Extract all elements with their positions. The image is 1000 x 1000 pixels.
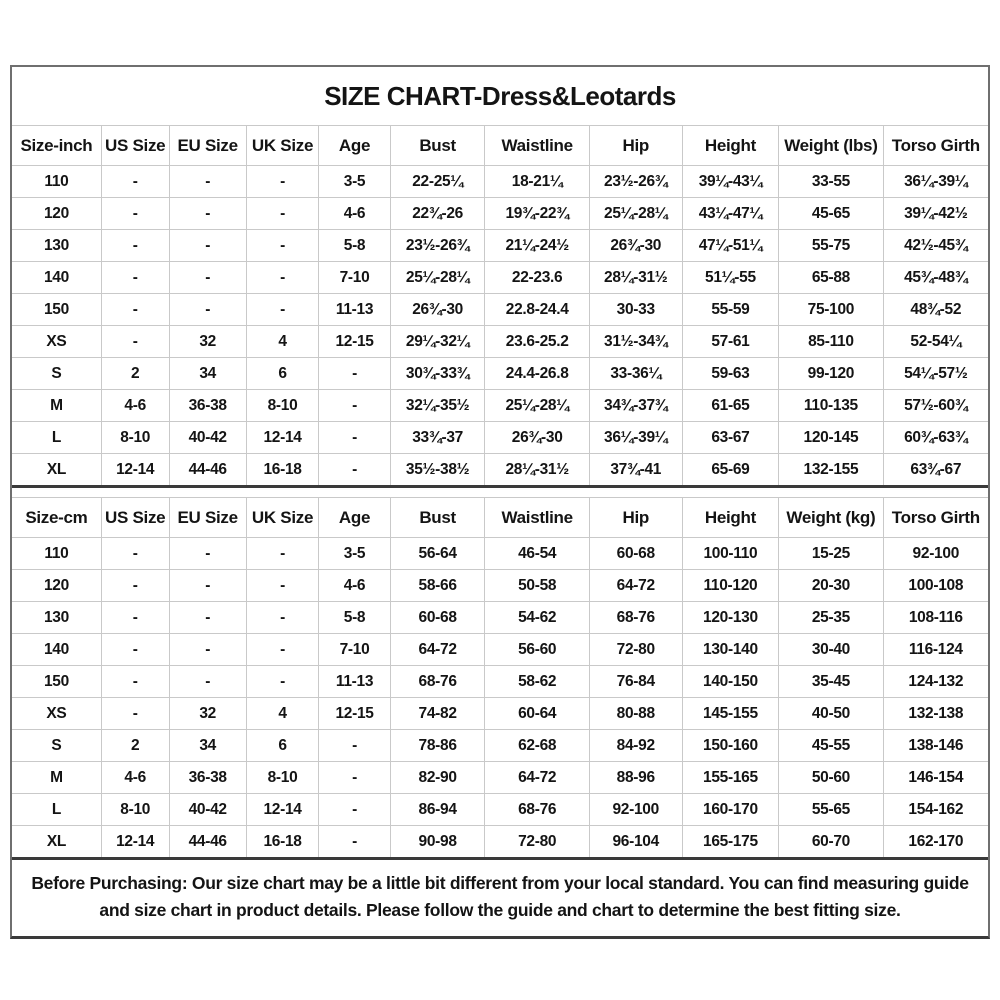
table-cell: 34 (169, 358, 246, 390)
table-cell: 85-110 (779, 326, 883, 358)
table-cell: 60-64 (485, 698, 589, 730)
table-cell: 50-60 (779, 762, 883, 794)
table-cell: - (319, 730, 391, 762)
size-chart-sheet (10, 65, 990, 939)
size-table-cm (12, 498, 988, 857)
table-cell: 26¾-30 (390, 294, 485, 326)
table-cell: 11-13 (319, 666, 391, 698)
table-cell: 92-100 (589, 794, 682, 826)
table-cell: 56-60 (485, 634, 589, 666)
size-label-cell: 150 (12, 666, 101, 698)
table-cell: 23.6-25.2 (485, 326, 589, 358)
table-cell: 35-45 (779, 666, 883, 698)
table-cell: 52-54¼ (883, 326, 988, 358)
table-cell: 59-63 (682, 358, 779, 390)
table-cell: 16-18 (246, 826, 318, 858)
table-cell: 132-155 (779, 454, 883, 486)
table-cell: 130-140 (682, 634, 779, 666)
table-cell: - (246, 666, 318, 698)
table-cell: 45¾-48¾ (883, 262, 988, 294)
column-header: Size-inch (12, 126, 101, 166)
column-header: Weight (kg) (779, 498, 883, 538)
table-cell: 60-68 (390, 602, 485, 634)
table-cell: - (101, 698, 169, 730)
table-cell: 65-88 (779, 262, 883, 294)
table-cell: 32¼-35½ (390, 390, 485, 422)
table-cell: 12-14 (101, 454, 169, 486)
table-cell: 5-8 (319, 230, 391, 262)
table-cell: 110-135 (779, 390, 883, 422)
table-cell: 54-62 (485, 602, 589, 634)
table-row (12, 634, 988, 666)
table-row (12, 538, 988, 570)
table-cell: - (101, 326, 169, 358)
column-header: Bust (390, 498, 485, 538)
table-cell: 15-25 (779, 538, 883, 570)
column-header: Age (319, 126, 391, 166)
table-cell: 74-82 (390, 698, 485, 730)
table-cell: 30-40 (779, 634, 883, 666)
table-cell: 57½-60¾ (883, 390, 988, 422)
table-cell: 58-66 (390, 570, 485, 602)
table-cell: 28¼-31½ (589, 262, 682, 294)
table-cell: 138-146 (883, 730, 988, 762)
table-row (12, 698, 988, 730)
table-cell: - (101, 166, 169, 198)
table-cell: 12-15 (319, 326, 391, 358)
table-cell: 56-64 (390, 538, 485, 570)
table-cell: - (319, 390, 391, 422)
table-cell: 47¼-51¼ (682, 230, 779, 262)
table-cell: 31½-34¾ (589, 326, 682, 358)
size-label-cell: XL (12, 454, 101, 486)
table-row (12, 230, 988, 262)
table-cell: 40-42 (169, 422, 246, 454)
table-cell: - (169, 198, 246, 230)
size-label-cell: 110 (12, 538, 101, 570)
table-cell: 46-54 (485, 538, 589, 570)
column-header: Hip (589, 126, 682, 166)
table-cell: 3-5 (319, 538, 391, 570)
table-cell: 12-14 (246, 422, 318, 454)
table-row (12, 762, 988, 794)
table-cell: 88-96 (589, 762, 682, 794)
table-cell: 8-10 (101, 794, 169, 826)
column-header: Hip (589, 498, 682, 538)
size-label-cell: XS (12, 326, 101, 358)
table-cell: 145-155 (682, 698, 779, 730)
table-cell: - (246, 570, 318, 602)
table-cell: 12-14 (101, 826, 169, 858)
table-cell: 108-116 (883, 602, 988, 634)
table-cell: 4 (246, 326, 318, 358)
table-cell: 61-65 (682, 390, 779, 422)
size-label-cell: 120 (12, 198, 101, 230)
table-cell: 30-33 (589, 294, 682, 326)
table-cell: - (319, 454, 391, 486)
table-cell: 45-65 (779, 198, 883, 230)
table-cell: 29¼-32¼ (390, 326, 485, 358)
table-cell: - (246, 166, 318, 198)
table-row (12, 826, 988, 858)
table-row (12, 198, 988, 230)
table-cell: - (169, 666, 246, 698)
column-header: US Size (101, 498, 169, 538)
table-cell: 86-94 (390, 794, 485, 826)
header-row (12, 498, 988, 538)
table-cell: 68-76 (390, 666, 485, 698)
table-cell: 40-50 (779, 698, 883, 730)
size-label-cell: 140 (12, 262, 101, 294)
table-cell: 100-108 (883, 570, 988, 602)
table-cell: 22-25¼ (390, 166, 485, 198)
table-row (12, 422, 988, 454)
table-cell: 82-90 (390, 762, 485, 794)
table-cell: 132-138 (883, 698, 988, 730)
table-cell: 90-98 (390, 826, 485, 858)
table-cell: 2 (101, 730, 169, 762)
table-cell: 7-10 (319, 634, 391, 666)
table-cell: - (101, 230, 169, 262)
table-cell: 55-65 (779, 794, 883, 826)
table-cell: 72-80 (485, 826, 589, 858)
table-cell: 57-61 (682, 326, 779, 358)
table-cell: 11-13 (319, 294, 391, 326)
table-cell: 39¼-42½ (883, 198, 988, 230)
table-cell: 12-14 (246, 794, 318, 826)
table-cell: 64-72 (589, 570, 682, 602)
table-cell: 68-76 (589, 602, 682, 634)
table-cell: 3-5 (319, 166, 391, 198)
table-cell: 43¼-47¼ (682, 198, 779, 230)
size-label-cell: 140 (12, 634, 101, 666)
table-cell: - (101, 538, 169, 570)
column-header: Size-cm (12, 498, 101, 538)
table-cell: 4-6 (319, 570, 391, 602)
table-cell: 162-170 (883, 826, 988, 858)
size-label-cell: M (12, 762, 101, 794)
table-cell: 25¼-28¼ (390, 262, 485, 294)
table-cell: - (246, 262, 318, 294)
table-cell: 64-72 (485, 762, 589, 794)
table-cell: 100-110 (682, 538, 779, 570)
column-header: Weight (lbs) (779, 126, 883, 166)
table-cell: 12-15 (319, 698, 391, 730)
size-label-cell: S (12, 358, 101, 390)
table-cell: 8-10 (246, 762, 318, 794)
table-cell: 36¼-39¼ (589, 422, 682, 454)
size-label-cell: 130 (12, 230, 101, 262)
table-cell: 22¾-26 (390, 198, 485, 230)
table-cell: 19¾-22¾ (485, 198, 589, 230)
table-cell: 45-55 (779, 730, 883, 762)
table-cell: 96-104 (589, 826, 682, 858)
table-cell: - (169, 538, 246, 570)
table-cell: 33-36¼ (589, 358, 682, 390)
table-cell: 58-62 (485, 666, 589, 698)
table-cell: - (319, 762, 391, 794)
table-cell: 39¼-43¼ (682, 166, 779, 198)
table-row (12, 262, 988, 294)
table-cell: - (101, 570, 169, 602)
page-title: SIZE CHART-Dress&Leotards (324, 81, 676, 111)
table-cell: 154-162 (883, 794, 988, 826)
table-cell: 24.4-26.8 (485, 358, 589, 390)
table-cell: 120-145 (779, 422, 883, 454)
table-cell: 32 (169, 326, 246, 358)
table-cell: 25¼-28¼ (589, 198, 682, 230)
purchase-note: Before Purchasing: Our size chart may be a little bit different from your local standard. You can find measuring guide and size chart in product details. Please follow the guide and chart to determine the best fitting size. (31, 873, 969, 920)
table-cell: 8-10 (101, 422, 169, 454)
table-row (12, 390, 988, 422)
table-cell: 150-160 (682, 730, 779, 762)
table-cell: 44-46 (169, 454, 246, 486)
table-cell: 4-6 (101, 762, 169, 794)
table-cell: - (101, 602, 169, 634)
table-row (12, 602, 988, 634)
table-cell: 155-165 (682, 762, 779, 794)
table-cell: - (319, 422, 391, 454)
table-cell: 36-38 (169, 390, 246, 422)
table-cell: 120-130 (682, 602, 779, 634)
table-cell: 64-72 (390, 634, 485, 666)
table-cell: 44-46 (169, 826, 246, 858)
table-cell: - (246, 230, 318, 262)
table-row (12, 358, 988, 390)
table-cell: 4 (246, 698, 318, 730)
size-label-cell: XS (12, 698, 101, 730)
table-cell: 22.8-24.4 (485, 294, 589, 326)
table-cell: - (169, 294, 246, 326)
table-cell: 18-21¼ (485, 166, 589, 198)
table-cell: 146-154 (883, 762, 988, 794)
table-cell: 165-175 (682, 826, 779, 858)
table-cell: 25¼-28¼ (485, 390, 589, 422)
table-cell: 32 (169, 698, 246, 730)
table-cell: 26¾-30 (485, 422, 589, 454)
table-row (12, 166, 988, 198)
table-cell: 140-150 (682, 666, 779, 698)
size-label-cell: 120 (12, 570, 101, 602)
table-cell: 63¾-67 (883, 454, 988, 486)
table-cell: 22-23.6 (485, 262, 589, 294)
table-cell: - (101, 666, 169, 698)
table-cell: 5-8 (319, 602, 391, 634)
table-cell: 21¼-24½ (485, 230, 589, 262)
size-label-cell: 150 (12, 294, 101, 326)
table-cell: 26¾-30 (589, 230, 682, 262)
table-cell: - (101, 198, 169, 230)
header-row (12, 126, 988, 166)
size-table-inch (12, 126, 988, 485)
table-row (12, 570, 988, 602)
table-cell: - (169, 230, 246, 262)
table-cell: 16-18 (246, 454, 318, 486)
table-cell: 50-58 (485, 570, 589, 602)
table-cell: 160-170 (682, 794, 779, 826)
table-cell: 68-76 (485, 794, 589, 826)
table-cell: 99-120 (779, 358, 883, 390)
column-header: Age (319, 498, 391, 538)
table-cell: 25-35 (779, 602, 883, 634)
table-cell: - (319, 826, 391, 858)
table-cell: 60-68 (589, 538, 682, 570)
table-cell: 92-100 (883, 538, 988, 570)
table-cell: 72-80 (589, 634, 682, 666)
table-cell: 40-42 (169, 794, 246, 826)
table-cell: - (169, 602, 246, 634)
table-row (12, 454, 988, 486)
table-row (12, 326, 988, 358)
table-cell: - (169, 262, 246, 294)
table-cell: - (319, 358, 391, 390)
table-cell: - (246, 634, 318, 666)
table-cell: 20-30 (779, 570, 883, 602)
table-cell: - (169, 634, 246, 666)
column-header: US Size (101, 126, 169, 166)
table-row (12, 666, 988, 698)
table-cell: 36-38 (169, 762, 246, 794)
table-cell: 8-10 (246, 390, 318, 422)
table-cell: 124-132 (883, 666, 988, 698)
table-cell: 28¼-31½ (485, 454, 589, 486)
table-cell: 55-59 (682, 294, 779, 326)
table-cell: 51¼-55 (682, 262, 779, 294)
table-cell: - (246, 602, 318, 634)
table-cell: 6 (246, 730, 318, 762)
table-cell: 84-92 (589, 730, 682, 762)
size-label-cell: 110 (12, 166, 101, 198)
table-cell: 60¾-63¾ (883, 422, 988, 454)
table-cell: - (246, 294, 318, 326)
table-cell: 63-67 (682, 422, 779, 454)
size-label-cell: M (12, 390, 101, 422)
table-cell: 54¼-57½ (883, 358, 988, 390)
table-cell: 23½-26¾ (589, 166, 682, 198)
table-cell: 37¾-41 (589, 454, 682, 486)
table-cell: 33-55 (779, 166, 883, 198)
table-cell: 34¾-37¾ (589, 390, 682, 422)
column-header: EU Size (169, 498, 246, 538)
table-row (12, 730, 988, 762)
table-cell: - (101, 634, 169, 666)
table-cell: 36¼-39¼ (883, 166, 988, 198)
size-label-cell: 130 (12, 602, 101, 634)
table-cell: 42½-45¾ (883, 230, 988, 262)
table-cell: 75-100 (779, 294, 883, 326)
table-cell: 35½-38½ (390, 454, 485, 486)
size-label-cell: XL (12, 826, 101, 858)
table-cell: 116-124 (883, 634, 988, 666)
table-cell: - (101, 262, 169, 294)
table-cell: 30¾-33¾ (390, 358, 485, 390)
table-cell: - (169, 570, 246, 602)
size-label-cell: L (12, 422, 101, 454)
table-cell: 6 (246, 358, 318, 390)
table-cell: 60-70 (779, 826, 883, 858)
table-cell: - (246, 198, 318, 230)
table-cell: - (169, 166, 246, 198)
column-header: Waistline (485, 126, 589, 166)
column-header: Torso Girth (883, 126, 988, 166)
column-header: EU Size (169, 126, 246, 166)
table-cell: 55-75 (779, 230, 883, 262)
table-cell: 76-84 (589, 666, 682, 698)
column-header: UK Size (246, 126, 318, 166)
table-cell: 65-69 (682, 454, 779, 486)
column-header: Height (682, 126, 779, 166)
column-header: Bust (390, 126, 485, 166)
table-cell: 62-68 (485, 730, 589, 762)
table-cell: - (319, 794, 391, 826)
column-header: Waistline (485, 498, 589, 538)
table-cell: 48¾-52 (883, 294, 988, 326)
table-cell: 33¾-37 (390, 422, 485, 454)
table-cell: 7-10 (319, 262, 391, 294)
table-cell: - (246, 538, 318, 570)
table-cell: - (101, 294, 169, 326)
size-table-inch-section (12, 125, 988, 488)
table-cell: 34 (169, 730, 246, 762)
size-label-cell: S (12, 730, 101, 762)
column-header: Height (682, 498, 779, 538)
column-header: UK Size (246, 498, 318, 538)
table-row (12, 794, 988, 826)
column-header: Torso Girth (883, 498, 988, 538)
table-cell: 2 (101, 358, 169, 390)
table-row (12, 294, 988, 326)
table-cell: 4-6 (319, 198, 391, 230)
size-label-cell: L (12, 794, 101, 826)
table-cell: 4-6 (101, 390, 169, 422)
table-cell: 78-86 (390, 730, 485, 762)
table-cell: 110-120 (682, 570, 779, 602)
table-cell: 23½-26¾ (390, 230, 485, 262)
table-cell: 80-88 (589, 698, 682, 730)
size-table-cm-section (12, 497, 988, 860)
